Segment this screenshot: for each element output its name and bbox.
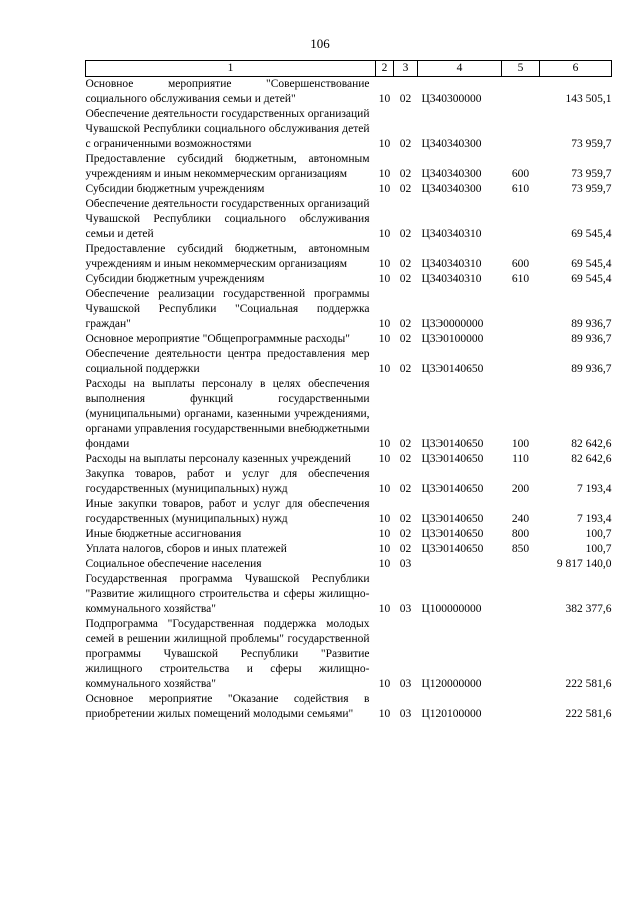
cell-rz: 10 <box>378 528 391 540</box>
cell-rz: 10 <box>378 183 391 195</box>
cell-name: Основное мероприятие "Общепрограммные расходы" <box>85 333 350 345</box>
cell-name: Социальное обеспечение населения <box>85 558 262 570</box>
cell-vr <box>502 692 540 722</box>
table-row <box>86 452 612 467</box>
cell-pr: 02 <box>399 543 412 555</box>
cell-csr: Ц100000000 <box>421 603 482 615</box>
cell-rz: 10 <box>378 438 391 450</box>
cell-rz: 10 <box>378 168 391 180</box>
cell-rz: 10 <box>378 483 391 495</box>
cell-name: Основное мероприятие "Совершенствование социального обслуживания семьи и детей" <box>85 78 370 105</box>
cell-pr: 03 <box>399 558 412 570</box>
cell-csr: Ц3Э0140650 <box>421 528 484 540</box>
cell-sum: 222 581,6 <box>565 708 612 720</box>
cell-rz: 10 <box>378 453 391 465</box>
table-row <box>86 287 612 332</box>
header-cell: 5 <box>502 61 540 77</box>
table-row <box>86 347 612 377</box>
table-row <box>86 467 612 497</box>
table-row <box>86 182 612 197</box>
cell-sum: 73 959,7 <box>571 138 612 150</box>
cell-name: Расходы на выплаты персоналу в целях обеспечения выполнения функций государственными (муниципальными) органами, казенными учреждениями, органами управления государственными внебюджетными фондами <box>85 378 370 450</box>
cell-vr: 100 <box>511 438 530 450</box>
cell-vr: 240 <box>511 513 530 525</box>
cell-sum: 100,7 <box>585 528 612 540</box>
cell-name: Обеспечение реализации государственной программы Чувашской Республики "Социальная поддержка граждан" <box>85 288 370 330</box>
table-row <box>86 272 612 287</box>
cell-pr: 02 <box>399 438 412 450</box>
cell-vr: 600 <box>511 258 530 270</box>
cell-name: Обеспечение деятельности государственных организаций Чувашской Республики социального обслуживания детей с ограниченными возможностями <box>85 108 370 150</box>
cell-csr: Ц340340300 <box>421 138 482 150</box>
cell-rz: 10 <box>378 93 391 105</box>
cell-rz: 10 <box>378 138 391 150</box>
cell-vr <box>502 347 540 377</box>
cell-pr: 03 <box>399 678 412 690</box>
table-row <box>86 557 612 572</box>
cell-vr <box>502 287 540 332</box>
cell-pr: 02 <box>399 363 412 375</box>
cell-rz: 10 <box>378 603 391 615</box>
cell-vr <box>502 617 540 692</box>
page-number: 106 <box>310 36 330 51</box>
cell-csr: Ц3Э0100000 <box>421 333 484 345</box>
cell-sum: 7 193,4 <box>577 483 612 495</box>
cell-sum: 69 545,4 <box>571 273 612 285</box>
cell-sum: 9 817 140,0 <box>556 558 612 570</box>
cell-pr: 02 <box>399 258 412 270</box>
cell-name: Подпрограмма "Государственная поддержка молодых семей в решении жилищной проблемы" государственной программы Чувашской Республики "Развитие жилищного строительства и сферы жилищно-коммунального хозяйства" <box>85 618 370 690</box>
cell-pr: 02 <box>399 168 412 180</box>
cell-rz: 10 <box>378 363 391 375</box>
cell-csr: Ц3Э0140650 <box>421 438 484 450</box>
cell-csr: Ц340340300 <box>421 168 482 180</box>
cell-pr: 02 <box>399 333 412 345</box>
cell-rz: 10 <box>378 708 391 720</box>
table-row <box>86 77 612 108</box>
cell-pr: 02 <box>399 453 412 465</box>
cell-rz: 10 <box>378 678 391 690</box>
cell-vr: 600 <box>511 168 530 180</box>
cell-rz: 10 <box>378 273 391 285</box>
header-cell: 1 <box>86 61 376 77</box>
cell-csr: Ц3Э0140650 <box>421 363 484 375</box>
cell-pr: 02 <box>399 228 412 240</box>
cell-name: Иные закупки товаров, работ и услуг для обеспечения государственных (муниципальных) нужд <box>85 498 370 525</box>
cell-name: Основное мероприятие "Оказание содействия в приобретении жилых помещений молодыми семьями" <box>85 693 370 720</box>
header-cell: 6 <box>540 61 612 77</box>
cell-vr <box>502 557 540 572</box>
cell-sum: 69 545,4 <box>571 228 612 240</box>
cell-vr <box>502 197 540 242</box>
cell-csr: Ц340340310 <box>421 228 482 240</box>
cell-pr: 02 <box>399 513 412 525</box>
table-header-row <box>86 61 612 77</box>
cell-vr <box>502 572 540 617</box>
cell-vr <box>502 77 540 108</box>
cell-sum: 82 642,6 <box>571 453 612 465</box>
cell-pr: 02 <box>399 318 412 330</box>
cell-csr <box>418 557 502 572</box>
cell-pr: 03 <box>399 708 412 720</box>
cell-sum: 382 377,6 <box>565 603 612 615</box>
cell-csr: Ц120100000 <box>421 708 482 720</box>
cell-name: Предоставление субсидий бюджетным, автономным учреждениям и иным некоммерческим организациям <box>85 243 370 270</box>
cell-pr: 02 <box>399 483 412 495</box>
cell-name: Субсидии бюджетным учреждениям <box>85 183 265 195</box>
table-row <box>86 332 612 347</box>
cell-name: Иные бюджетные ассигнования <box>85 528 242 540</box>
cell-csr: Ц340340310 <box>421 273 482 285</box>
cell-vr: 800 <box>511 528 530 540</box>
cell-sum: 222 581,6 <box>565 678 612 690</box>
header-cell: 2 <box>376 61 394 77</box>
cell-csr: Ц120000000 <box>421 678 482 690</box>
cell-pr: 02 <box>399 273 412 285</box>
table-row <box>86 152 612 182</box>
cell-pr: 02 <box>399 93 412 105</box>
table-row <box>86 572 612 617</box>
cell-rz: 10 <box>378 258 391 270</box>
cell-vr: 110 <box>512 453 529 465</box>
cell-sum: 7 193,4 <box>577 513 612 525</box>
cell-csr: Ц3Э0140650 <box>421 453 484 465</box>
cell-rz: 10 <box>378 228 391 240</box>
cell-csr: Ц340300000 <box>421 93 482 105</box>
cell-csr: Ц3Э0140650 <box>421 543 484 555</box>
cell-sum: 89 936,7 <box>571 318 612 330</box>
table-row <box>86 497 612 527</box>
cell-name: Расходы на выплаты персоналу казенных учреждений <box>85 453 351 465</box>
cell-name: Обеспечение деятельности государственных организаций Чувашской Республики социального обслуживания семьи и детей <box>85 198 370 240</box>
cell-vr: 850 <box>511 543 530 555</box>
cell-name: Предоставление субсидий бюджетным, автономным учреждениям и иным некоммерческим организациям <box>85 153 370 180</box>
cell-pr: 02 <box>399 528 412 540</box>
cell-sum: 143 505,1 <box>565 93 612 105</box>
cell-sum: 89 936,7 <box>571 333 612 345</box>
cell-rz: 10 <box>378 558 391 570</box>
cell-sum: 100,7 <box>585 543 612 555</box>
table-row <box>86 527 612 542</box>
table-row <box>86 692 612 722</box>
table-row <box>86 377 612 452</box>
cell-csr: Ц3Э0000000 <box>421 318 484 330</box>
cell-sum: 89 936,7 <box>571 363 612 375</box>
table-row <box>86 197 612 242</box>
cell-vr: 610 <box>511 273 530 285</box>
cell-rz: 10 <box>378 513 391 525</box>
cell-rz: 10 <box>378 543 391 555</box>
cell-rz: 10 <box>378 333 391 345</box>
cell-name: Уплата налогов, сборов и иных платежей <box>85 543 287 555</box>
cell-pr: 02 <box>399 183 412 195</box>
cell-vr: 610 <box>511 183 530 195</box>
cell-vr: 200 <box>511 483 530 495</box>
cell-name: Обеспечение деятельности центра предоставления мер социальной поддержки <box>85 348 370 375</box>
cell-csr: Ц340340310 <box>421 258 482 270</box>
cell-sum: 69 545,4 <box>571 258 612 270</box>
table-row <box>86 242 612 272</box>
cell-pr: 02 <box>399 138 412 150</box>
table-row <box>86 542 612 557</box>
cell-vr <box>502 332 540 347</box>
table-row <box>86 617 612 692</box>
cell-name: Субсидии бюджетным учреждениям <box>85 273 265 285</box>
header-cell: 3 <box>394 61 418 77</box>
table-row <box>86 107 612 152</box>
cell-pr: 03 <box>399 603 412 615</box>
cell-sum: 73 959,7 <box>571 168 612 180</box>
cell-name: Закупка товаров, работ и услуг для обеспечения государственных (муниципальных) нужд <box>85 468 370 495</box>
cell-vr <box>502 107 540 152</box>
cell-rz: 10 <box>378 318 391 330</box>
cell-csr: Ц3Э0140650 <box>421 513 484 525</box>
cell-name: Государственная программа Чувашской Республики "Развитие жилищного строительства и сферы жилищно-коммунального хозяйства" <box>85 573 370 615</box>
cell-csr: Ц340340300 <box>421 183 482 195</box>
cell-csr: Ц3Э0140650 <box>421 483 484 495</box>
cell-sum: 82 642,6 <box>571 438 612 450</box>
cell-sum: 73 959,7 <box>571 183 612 195</box>
budget-table <box>85 60 612 722</box>
header-cell: 4 <box>418 61 502 77</box>
